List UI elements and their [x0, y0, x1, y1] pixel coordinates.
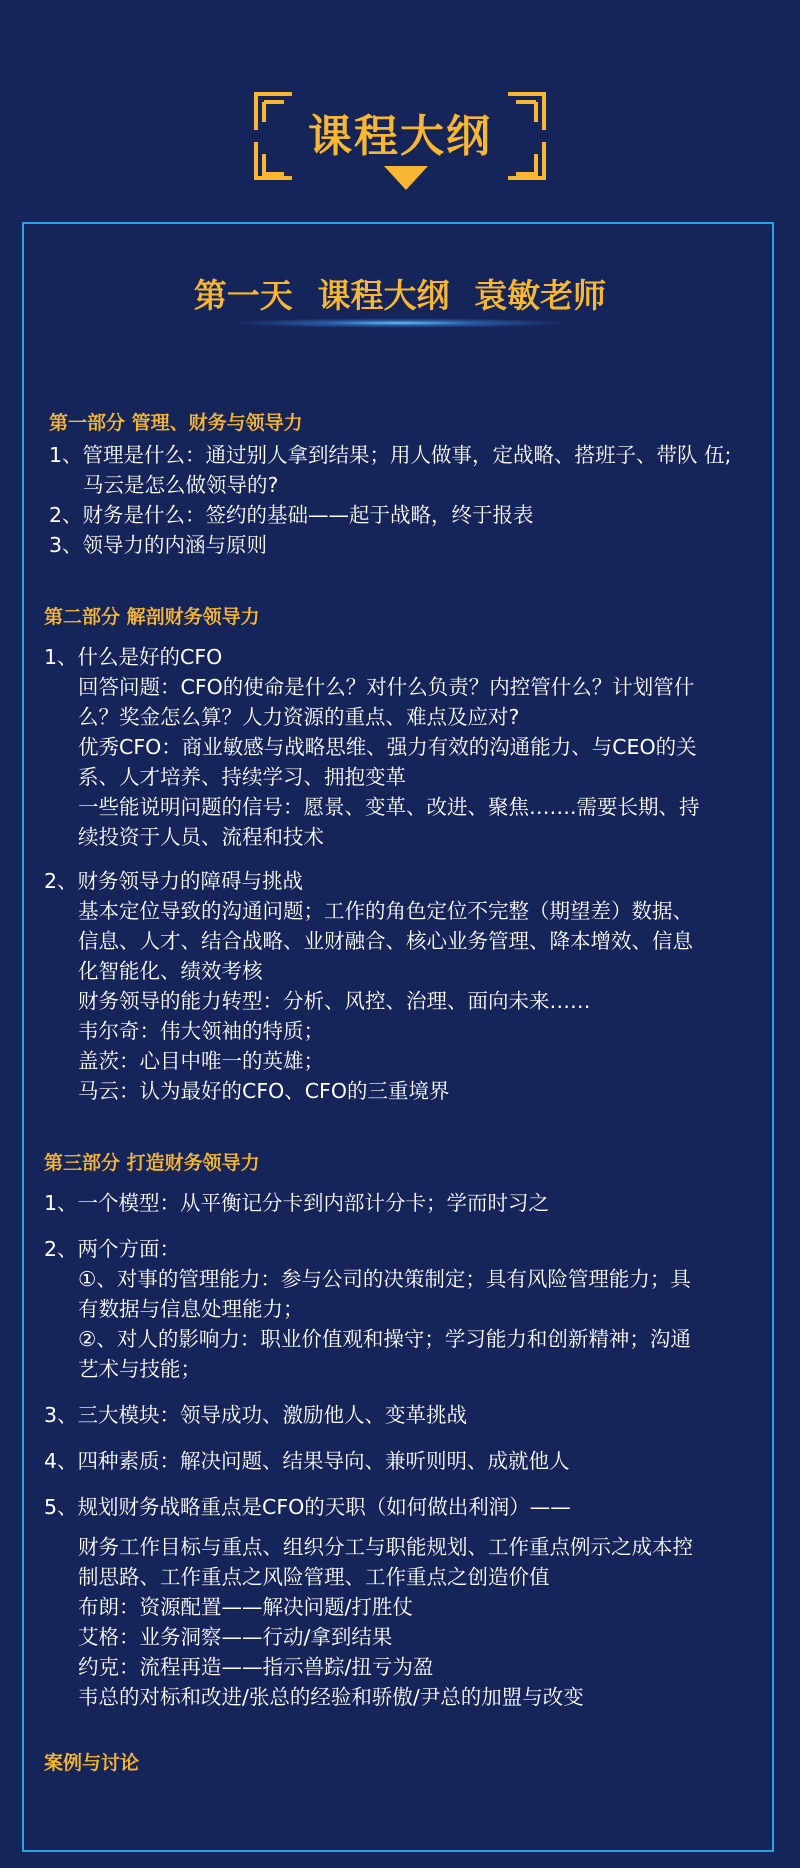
- list-item: 韦尔奇：伟大领袖的特质；: [78, 1019, 324, 1043]
- list-item: 么？奖金怎么算？人力资源的重点、难点及应对?: [78, 705, 520, 729]
- list-item: 约克：流程再造——指示兽踪/扭亏为盈: [78, 1655, 434, 1679]
- list-item: 3、三大模块：领导成功、激励他人、变革挑战: [44, 1403, 468, 1427]
- list-item: 艾格：业务洞察——行动/拿到结果: [78, 1625, 393, 1649]
- list-item: 基本定位导致的沟通问题；工作的角色定位不完整（期望差）数据、: [78, 899, 693, 923]
- list-item: 2、两个方面：: [44, 1237, 181, 1261]
- list-item: ②、对人的影响力：职业价值观和操守；学习能力和创新精神；沟通: [78, 1327, 691, 1351]
- list-item: 5、规划财务战略重点是CFO的天职（如何做出利润）——: [44, 1495, 571, 1519]
- section-title-case: 案例与讨论: [44, 1752, 140, 1774]
- list-item: 有数据与信息处理能力；: [78, 1297, 304, 1321]
- list-item: 韦总的对标和改进/张总的经验和骄傲/尹总的加盟与改变: [78, 1685, 584, 1709]
- section-title: 第二部分 解剖财务领导力: [44, 606, 260, 628]
- list-item: 财务领导的能力转型：分析、风控、治理、面向未来……: [78, 989, 591, 1013]
- list-item: 化智能化、绩效考核: [78, 959, 263, 983]
- list-item: 艺术与技能；: [78, 1357, 201, 1381]
- list-item: 1、管理是什么：通过别人拿到结果；用人做事，定战略、搭班子、带队 伍;: [49, 443, 732, 467]
- list-item: 盖茨：心目中唯一的英雄；: [78, 1049, 324, 1073]
- section-title: 第三部分 打造财务领导力: [44, 1152, 260, 1174]
- day-title: 第一天 课程大纲 袁敏老师: [193, 276, 607, 315]
- list-item: 一些能说明问题的信号：愿景、变革、改进、聚焦…….需要长期、持: [78, 795, 700, 819]
- list-item: 信息、人才、结合战略、业财融合、核心业务管理、降本增效、信息: [78, 929, 693, 953]
- section-title: 第一部分 管理、财务与领导力: [49, 412, 303, 434]
- list-item: 2、财务是什么：签约的基础——起于战略，终于报表: [49, 503, 534, 527]
- list-item: ①、对事的管理能力：参与公司的决策制定；具有风险管理能力；具: [78, 1267, 691, 1291]
- page-title: 课程大纲: [308, 111, 492, 162]
- list-item: 马云：认为最好的CFO、CFO的三重境界: [78, 1079, 450, 1103]
- down-arrow-icon: [384, 166, 428, 190]
- list-item: 1、一个模型：从平衡记分卡到内部计分卡；学而时习之: [44, 1191, 550, 1215]
- list-item: 回答问题：CFO的使命是什么？对什么负责？内控管什么？计划管什: [78, 675, 695, 699]
- section-part3: [44, 1148, 754, 1712]
- section-part1: [44, 408, 754, 560]
- list-item: 布朗：资源配置——解决问题/打胜仗: [78, 1595, 413, 1619]
- list-item: 财务工作目标与重点、组织分工与职能规划、工作重点例示之成本控: [78, 1535, 693, 1559]
- list-item: 优秀CFO：商业敏感与战略思维、强力有效的沟通能力、与CEO的关: [78, 735, 697, 759]
- section-part2: [44, 602, 754, 1106]
- list-item: 马云是怎么做领导的?: [83, 473, 279, 497]
- outline-content: [44, 408, 754, 1778]
- list-item: 4、四种素质：解决问题、结果导向、兼听则明、成就他人: [44, 1449, 570, 1473]
- list-item: 3、领导力的内涵与原则: [49, 533, 268, 557]
- list-item: 2、财务领导力的障碍与挑战: [44, 869, 304, 893]
- list-item: 1、什么是好的CFO: [44, 645, 223, 669]
- list-item: 续投资于人员、流程和技术: [78, 825, 324, 849]
- list-item: 系、人才培养、持续学习、拥抱变革: [78, 765, 406, 789]
- list-item: 制思路、工作重点之风险管理、工作重点之创造价值: [78, 1565, 550, 1589]
- glow-divider: [230, 318, 570, 328]
